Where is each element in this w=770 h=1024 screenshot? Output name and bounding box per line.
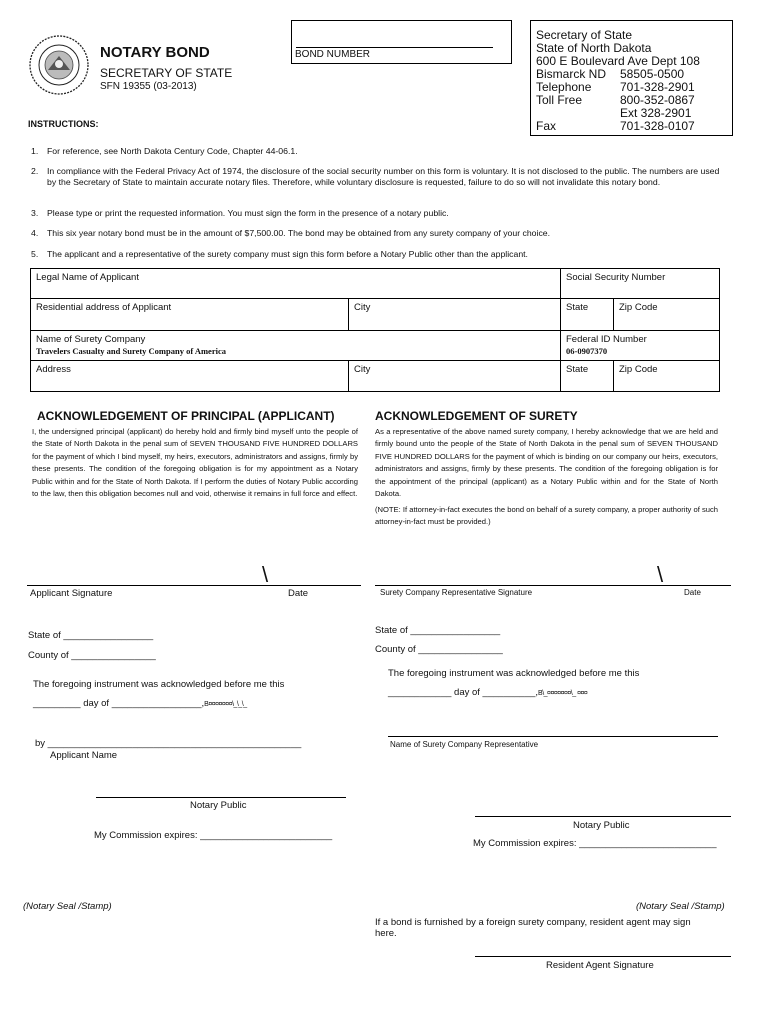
form-title: NOTARY BOND [100,44,210,61]
city-label: City [354,302,371,313]
surety-company-field[interactable] [31,331,561,361]
surety-day-of-text: ____________ day of __________, [388,687,539,698]
address-line: State of North Dakota [536,41,652,55]
instruction-text: The applicant and a representative of the surety company must sign this form before a Notary Public other than the applicant. [47,249,528,259]
principal-state-of[interactable]: State of _________________ [28,630,154,641]
instruction-num: 1. [31,146,39,156]
city-value: 58505-0500 [620,67,685,81]
instructions-heading: INSTRUCTIONS: [28,119,99,129]
fein-field[interactable] [561,331,719,361]
ssn-field[interactable] [561,269,719,299]
surety-year-glyphs: B\_¤¤¤¤¤¤¤\_ ¤¤¤ [538,690,588,697]
instruction-num: 4. [31,228,39,238]
instruction-item [31,166,721,188]
instruction-text: For reference, see North Dakota Century Code, Chapter 44-06.1. [47,146,298,156]
surety-zip-label: Zip Code [619,364,658,375]
year-glyphs: B¤¤¤¤¤¤¤\_\_\_ [204,701,247,708]
ssn-label: Social Security Number [566,272,666,283]
zip-label: Zip Code [619,302,658,313]
form-number: SFN 19355 (03-2013) [100,81,197,92]
surety-company-label: Name of Surety Company [36,334,146,345]
principal-day-of[interactable] [33,698,247,709]
legal-name-field[interactable] [31,269,561,299]
form-subtitle: SECRETARY OF STATE [100,66,233,80]
surety-day-of[interactable] [388,687,587,698]
surety-state-field[interactable] [561,361,614,391]
instruction-item [31,146,721,157]
surety-heading: ACKNOWLEDGEMENT OF SURETY [375,409,578,423]
telephone-label: Telephone [536,80,592,94]
surety-city-field[interactable] [349,361,561,391]
residential-address-field[interactable] [31,299,349,331]
tollfree-value: 800-352-0867 [620,93,695,107]
applicant-date-label: Date [288,588,309,599]
instruction-item [31,249,721,260]
tollfree-label: Toll Free [536,93,583,107]
surety-notary-label: Notary Public [573,820,630,831]
principal-foregoing: The foregoing instrument was acknowledged before me this [33,679,285,690]
applicant-signature-label: Applicant Signature [30,588,113,599]
legal-name-label: Legal Name of Applicant [36,272,139,283]
signature-tick: \ [262,562,269,587]
surety-county-of[interactable]: County of ________________ [375,644,503,655]
address-line: 600 E Boulevard Ave Dept 108 [536,54,700,68]
surety-notary-line[interactable] [475,816,731,817]
surety-foregoing: The foregoing instrument was acknowledged before me this [388,668,640,679]
instruction-text: This six year notary bond must be in the amount of $7,500.00. The bond may be obtained from any surety company of your choice. [47,228,551,238]
instruction-item [31,208,721,219]
instruction-num: 5. [31,249,39,259]
address-line: Secretary of State [536,28,633,42]
state-label: State [566,302,589,313]
telephone-value: 701-328-2901 [620,80,695,94]
surety-signature-label: Surety Company Representative Signature [380,588,533,597]
applicant-info-grid [30,268,720,392]
zip-field[interactable] [614,299,719,331]
city-label: Bismarck ND [536,67,607,81]
surety-state-of[interactable]: State of _________________ [375,625,501,636]
surety-address-label: Address [36,364,71,375]
city-field[interactable] [349,299,561,331]
foreign-surety-note: If a bond is furnished by a foreign surety company, resident agent may sign here. [375,917,691,939]
surety-commission[interactable]: My Commission expires: __________________________ [473,838,717,849]
surety-date-label: Date [684,588,701,597]
surety-rep-name-label: Name of Surety Company Representative [390,740,539,749]
principal-seal-label: (Notary Seal /Stamp) [23,901,112,912]
state-seal-icon [28,34,90,96]
fax-label: Fax [536,119,557,133]
bond-number-line [296,47,493,48]
fein-value: 06-0907370 [566,346,608,356]
principal-notary-line[interactable] [96,797,346,798]
surety-zip-field[interactable] [614,361,719,391]
bond-number-box[interactable] [291,20,512,64]
address-box [530,20,733,136]
instruction-text: In compliance with the Federal Privacy Act of 1974, the disclosure of the social security number on this form is voluntary. It is not disclosed to the public. The numbers are used by the Secretary of State to maintain accurate notary files. Therefore, while voluntary disclosure is requested, failure to do so will not invalidate this notary bond. [47,166,720,187]
surety-signature-line[interactable] [375,585,731,586]
surety-city-label: City [354,364,371,375]
instruction-item [31,228,721,239]
principal-body: I, the undersigned principal (applicant) do hereby hold and firmly bind myself unto the people of the State of North Dakota in the penal sum of SEVEN THOUSAND FIVE HUNDRED DOLLARS for the payment of which I bind myself, my heirs, executors, administrators and assigns, firmly by these presents. The condition of the foregoing obligation is for my appointment as a Notary Public within and for the State of North Dakota. If I perform the duties of Notary Public according to the law, then this obligation becomes null and void, otherwise it remains in full force and effect. [32,427,358,499]
resident-agent-signature-line[interactable] [475,956,731,957]
principal-day-of-text: _________ day of _________________, [33,698,205,709]
surety-signature-tick: \ [657,562,664,587]
principal-by[interactable]: by ________________________________________________ [35,738,302,749]
resident-agent-signature-label: Resident Agent Signature [546,960,654,971]
principal-county-of[interactable]: County of ________________ [28,650,156,661]
applicant-name-label: Applicant Name [50,750,118,761]
surety-note: (NOTE: If attorney-in-fact executes the bond on behalf of a surety company, a proper authority of such attorney-in-fact must be provided.) [375,505,718,527]
instruction-num: 3. [31,208,39,218]
principal-heading: ACKNOWLEDGEMENT OF PRINCIPAL (APPLICANT) [37,409,335,423]
surety-state-label: State [566,364,589,375]
surety-seal-label: (Notary Seal /Stamp) [636,901,725,912]
principal-commission[interactable]: My Commission expires: _________________________ [94,830,333,841]
surety-company-value: Travelers Casualty and Surety Company of America [36,346,226,356]
residential-address-label: Residential address of Applicant [36,302,172,313]
principal-notary-label: Notary Public [190,800,247,811]
applicant-signature-line[interactable] [27,585,361,586]
instruction-num: 2. [31,166,39,176]
ext-value: Ext 328-2901 [620,106,692,120]
instruction-text: Please type or print the requested information. You must sign the form in the presence of a notary public. [47,208,449,218]
state-field[interactable] [561,299,614,331]
surety-address-field[interactable] [31,361,349,391]
surety-rep-name-line[interactable] [388,736,718,737]
surety-body: As a representative of the above named surety company, I hereby acknowledge that we are held and firmly bound unto the people of the State of North Dakota in the penal sum of SEVEN THOUSAND FIVE HUNDRED DOLLARS for the payment of which is binding on our company our heirs, executors, administrators and assigns, firmly by these presents. The condition of the foregoing obligation is for the appointment of the principal (applicant) as a Notary Public within and for the State of North Dakota. [375,427,718,499]
fax-value: 701-328-0107 [620,119,695,133]
bond-number-label: BOND NUMBER [295,49,371,60]
fein-label: Federal ID Number [566,334,647,345]
